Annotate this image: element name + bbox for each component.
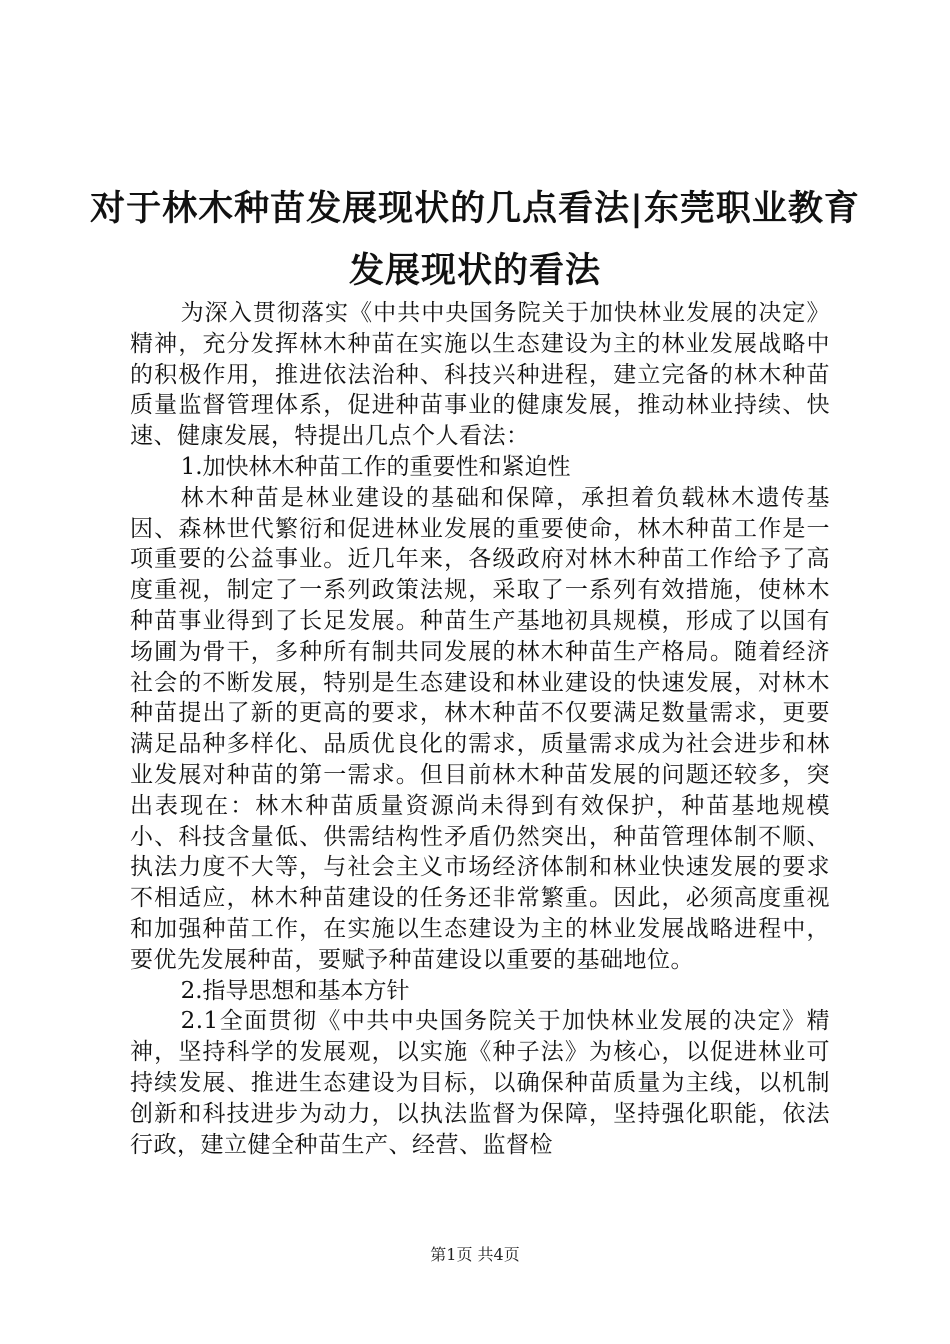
section-heading-1: 1.加快林木种苗工作的重要性和紧迫性	[180, 453, 571, 480]
document-body	[130, 298, 830, 1160]
section-1-paragraph: 林木种苗是林业建设的基础和保障，承担着负载林木遗传基因、森林世代繁衍和促进林业发展的重要使命，林木种苗工作是一项重要的公益事业。近几年来，各级政府对林木种苗工作给予了高度重视，制定了一系列政策法规，采取了一系列有效措施，使林木种苗事业得到了长足发展。种苗生产基地初具规模，形成了以国有场圃为骨干，多种所有制共同发展的林木种苗生产格局。随着经济社会的不断发展，特别是生态建设和林业建设的快速发展，对林木种苗提出了新的更高的要求，林木种苗不仅要满足数量需求，更要满足品种多样化、品质优良化的需求，质量需求成为社会进步和林业发展对种苗的第一需求。但目前林木种苗发展的问题还较多，突出表现在：林木种苗质量资源尚未得到有效保护，种苗基地规模小、科技含量低、供需结构性矛盾仍然突出，种苗管理体制不顺、执法力度不大等，与社会主义市场经济体制和林业快速发展的要求不相适应，林木种苗建设的任务还非常繁重。因此，必须高度重视和加强种苗工作，在实施以生态建设为主的林业发展战略进程中，要优先发展种苗，要赋予种苗建设以重要的基础地位。	[130, 484, 830, 973]
document-title: 对于林木种苗发展现状的几点看法|东莞职业教育发展现状的看法	[90, 188, 860, 291]
section-2-1-paragraph: 2.1全面贯彻《中共中央国务院关于加快林业发展的决定》精神，坚持科学的发展观，以实施《种子法》为核心，以促进林业可持续发展、推进生态建设为目标，以确保种苗质量为主线，以机制创新和科技进步为动力，以执法监督为保障，坚持强化职能，依法行政，建立健全种苗生产、经营、监督检	[130, 1008, 830, 1158]
page-footer: 第1页 共4页	[430, 1245, 520, 1264]
section-heading-2: 2.指导思想和基本方针	[180, 977, 410, 1004]
intro-paragraph: 为深入贯彻落实《中共中央国务院关于加快林业发展的决定》精神，充分发挥林木种苗在实施以生态建设为主的林业发展战略中的积极作用，推进依法治种、科技兴种进程，建立完备的林木种苗质量监督管理体系，促进种苗事业的健康发展，推动林业持续、快速、健康发展，特提出几点个人看法：	[130, 300, 830, 450]
